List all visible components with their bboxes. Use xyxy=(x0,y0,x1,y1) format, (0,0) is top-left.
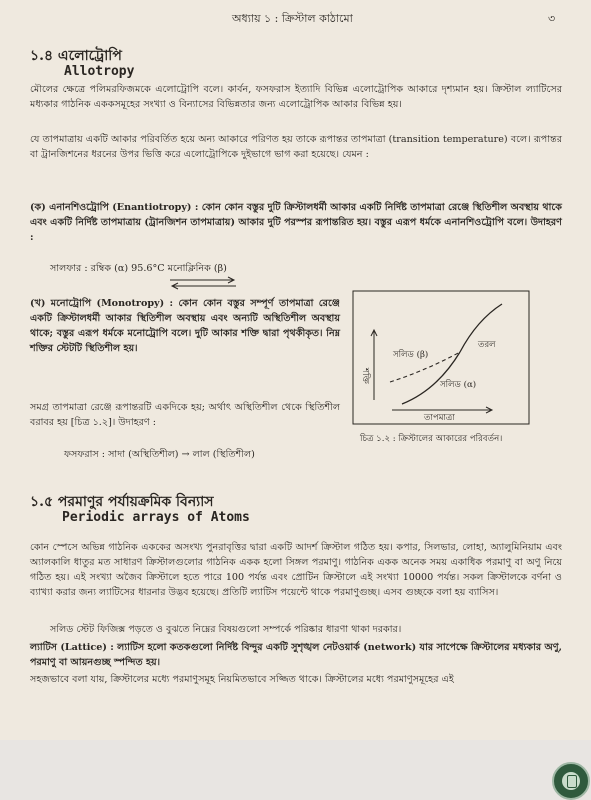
paragraph: যে তাপমাত্রায় একটি আকার পরিবর্তিত হয়ে অন্য আকারে পরিণত হয় তাকে রূপান্তর তাপমাত্রা (transition temperature) বলে। রূপান্তর বা ট্রানজিশনের ধরনের উপর ভিত্তি করে এলোট্রোপিকে দুইভাগে ভাগ করা হয়েছে। যেমন : xyxy=(30,134,562,160)
example-sulfur: সালফার : রম্বিক (α) 95.6°C মনোক্লিনিক (β) xyxy=(50,263,227,274)
paragraph-lattice-definition: ল্যাটিস (Lattice) : ল্যাটিস হলো কতকগুলো নির্দিষ্ট বিন্দুর একটি সুশৃঙ্খল নেটওয়ার্ক (network) যার সাপেক্ষে ক্রিস্টালের মধ্যকার অণু, পরমাণু বা আয়নগুচ্ছ স্পন্দিত হয়। xyxy=(30,642,562,668)
paragraph: কোন স্পেসে অভিন্ন গাঠনিক এককের অসংখ্য পুনরাবৃত্তির দ্বারা একটি আদর্শ ক্রিস্টাল গঠিত হয়। কপার, সিলভার, লোহা, অ্যালুমিনিয়াম এবং অ্যালকালি ধাতুর মত সাধারণ ক্রিস্টালগুলোর গাঠনিক একক হলো সিঙ্গল পরমাণু। গাঠনিক একক অনেক সময় একাধিক পরমাণু বা অণু নিয়ে গঠিত হয়। এই সংখ্যা অজৈব ক্রিস্টালে হতে পারে 100 পর্যন্ত এবং প্রোটিন ক্রিস্টালে এই সংখ্যা 10000 পর্যন্ত। সকল ক্রিস্টালকে বর্ণনা ও ব্যাখ্যা করার জন্য ল্যাটিসের ধারনার উদ্ভব হয়েছে। প্রতিটি ল্যাটিস পয়েন্টে থাকে পরমাণুগুচ্ছ। এসব গুচ্ছকে বলা হয় ব্যাসিস। xyxy=(30,542,562,598)
paragraph: সমগ্র তাপমাত্রা রেঞ্জে রূপান্তরটি একদিকে হয়; অর্থাৎ অস্থিতিশীল থেকে স্থিতিশীল বরাবর হয় [চিত্র ১.২]। উদাহরণ : xyxy=(30,402,340,428)
running-header: অধ্যায় ১ : ক্রিস্টাল কাঠামো xyxy=(232,12,353,25)
paragraph-partial: সহজভাবে বলা যায়, ক্রিস্টালের মধ্যে পরমাণুসমূহ নিয়মিতভাবে সজ্জিত থাকে। ক্রিস্টালের মধ্যে পরমাণুসমূহের এই xyxy=(30,674,454,685)
page-bottom-margin xyxy=(0,740,591,800)
figure-caption: চিত্র ১.২ : ক্রিস্টালের আকারের পরিবর্তন। xyxy=(360,434,503,444)
example-phosphorus: ফসফরাস : সাদা (অস্থিতিশীল) → লাল (স্থিতিশীল) xyxy=(64,449,255,460)
section-heading-1-4: ১.৪ এলোট্রোপি xyxy=(30,48,122,64)
reversible-arrow-icon xyxy=(168,276,238,290)
paragraph-enantiotropy: (ক) এনানশিওট্রোপি (Enantiotropy) : কোন কোন বস্তুর দুটি ক্রিস্টালধর্মী আকার একটি নির্দিষ্ট তাপমাত্রা রেঞ্জে স্থিতিশীল অবস্থায় থাকে এবং একটি নির্দিষ্ট তাপমাত্রায় (ট্রানজিশন তাপমাত্রায়) আকার দুটি পরস্পর রূপান্তরিত হয়। বস্তুর এরূপ ধর্মকে এনানশিওট্রোপি বলে। উদাহরণ : xyxy=(30,202,562,243)
paragraph-monotropy: (খ) মনোট্রোপি (Monotropy) : কোন কোন বস্তুর সম্পূর্ণ তাপমাত্রা রেঞ্জে একটি ক্রিস্টালধর্মী আকার স্থিতিশীল অবস্থায় এবং অন্যটি অস্থিতিশীল অবস্থায় থাকে; বস্তুর এরূপ ধর্মকে মনোট্রোপি বলে। দুটি আকার শক্তি দ্বারা পৃথকীকৃত। নিম্ন শক্তির স্টেটটি স্থিতিশীল হয়। xyxy=(30,298,340,354)
x-axis-label: তাপমাত্রা xyxy=(424,413,455,423)
label-liquid: তরল xyxy=(478,340,496,350)
book-icon xyxy=(552,762,590,800)
label-solid-alpha: সলিড (α) xyxy=(440,380,477,390)
section-subheading-periodic-arrays: Periodic arrays of Atoms xyxy=(62,510,250,525)
figure-frame xyxy=(353,291,529,424)
y-axis-label: শক্তি xyxy=(360,368,370,384)
figure-energy-temperature xyxy=(352,290,530,425)
page-number: ৩ xyxy=(548,12,556,25)
paragraph: সলিড স্টেট ফিজিক্স পড়তে ও বুঝতে নিম্নের বিষয়গুলো সম্পর্কে পরিষ্কার ধারণা থাকা দরকার। xyxy=(50,624,402,635)
section-heading-1-5: ১.৫ পরমাণুর পর্যায়ক্রমিক বিন্যাস xyxy=(30,494,214,510)
label-solid-beta: সলিড (β) xyxy=(393,350,429,360)
section-subheading-allotropy: Allotropy xyxy=(64,64,135,79)
paragraph: মৌলের ক্ষেত্রে পলিমরফিজমকে এলোট্রোপি বলে। কার্বন, ফসফরাস ইত্যাদি বিভিন্ন এলোট্রোপিক আকারে দৃশ্যমান হয়। ক্রিস্টাল ল্যাটিসের মধ্যকার গাঠনিক এককসমূহের সংখ্যা ও বিন্যাসের বিভিন্নতার জন্য এলোট্রোপিক আকার বিভিন্ন হয়। xyxy=(30,84,562,110)
